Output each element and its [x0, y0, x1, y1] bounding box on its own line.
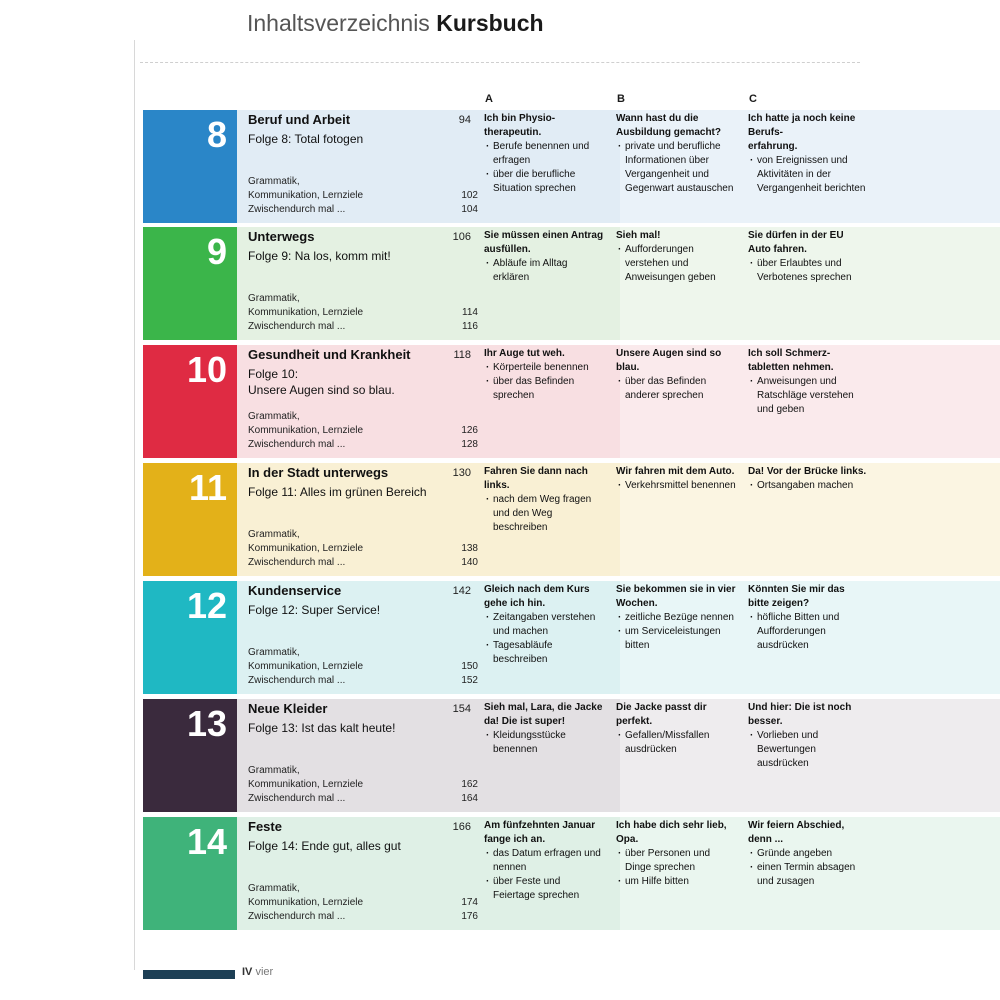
lesson-b-goal: · zeitliche Bezüge nennen [616, 611, 736, 625]
lesson-a-goals [484, 140, 604, 196]
lesson-c-goal: · einen Termin absagen und zusagen [748, 861, 868, 889]
lesson-a-cell [484, 229, 604, 285]
lesson-a-heading: Am fünfzehnten Januar fange ich an. [484, 820, 596, 845]
lesson-c-heading: Da! Vor der Brücke links. [748, 466, 867, 477]
footer-bar [143, 970, 235, 979]
lesson-c-cell [748, 465, 868, 493]
meta-row-kommunikation [248, 660, 478, 674]
lesson-c-goals [748, 257, 868, 285]
lesson-c-cell [748, 701, 868, 771]
header-divider [140, 62, 860, 63]
lesson-page-number: 142 [452, 585, 471, 597]
lesson-a-goal: · Zeitangaben verstehen und machen [484, 611, 604, 639]
meta-row-zwischendurch [248, 438, 478, 452]
lesson-a-goals [484, 847, 604, 903]
lesson-a-goal: · über das Befinden sprechen [484, 375, 604, 403]
lesson-title: Feste [248, 819, 282, 834]
lesson-c-cell [748, 112, 868, 196]
meta-row-grammatik [248, 175, 478, 189]
lesson-b-goals [616, 729, 736, 757]
lesson-c-goals [748, 375, 868, 417]
chapter-meta [248, 175, 478, 217]
meta-row-grammatik [248, 882, 478, 896]
chapter-number: 9 [206, 231, 227, 272]
chapter-number: 13 [186, 703, 227, 744]
column-c-background [880, 699, 1000, 812]
lesson-a-goal: · über Feste und Feiertage sprechen [484, 875, 604, 903]
lesson-page-number: 166 [452, 821, 471, 833]
lesson-b-cell [616, 583, 736, 653]
lesson-b-cell [616, 112, 736, 196]
lesson-a-goal: · über die berufliche Situation sprechen [484, 168, 604, 196]
chapter-12[interactable] [143, 581, 860, 694]
kommunikation-label: Kommunikation, Lernziele [248, 543, 364, 554]
lesson-c-heading: Sie dürfen in der EU Auto fahren. [748, 230, 844, 255]
zwischendurch-label: Zwischendurch mal ... [248, 439, 346, 450]
chapter-number: 10 [186, 349, 227, 390]
kommunikation-page: 162 [461, 779, 478, 790]
kommunikation-page: 150 [461, 661, 478, 672]
chapter-number-box [143, 110, 237, 223]
chapter-number-box [143, 227, 237, 340]
zwischendurch-label: Zwischendurch mal ... [248, 321, 346, 332]
kommunikation-page: 126 [461, 425, 478, 436]
lesson-c-goals [748, 611, 868, 653]
zwischendurch-label: Zwischendurch mal ... [248, 204, 346, 215]
lesson-b-goal: · über Personen und Dinge sprechen [616, 847, 736, 875]
lesson-a-goals [484, 611, 604, 667]
column-c-background [880, 345, 1000, 458]
column-c-background [880, 227, 1000, 340]
kommunikation-page: 102 [461, 190, 478, 201]
zwischendurch-page: 140 [461, 557, 478, 568]
lesson-c-goals [748, 154, 868, 196]
lesson-b-cell [616, 701, 736, 757]
chapter-number: 14 [186, 821, 227, 862]
zwischendurch-label: Zwischendurch mal ... [248, 911, 346, 922]
chapter-number-box [143, 699, 237, 812]
lesson-b-goal: · Verkehrsmittel benennen [616, 479, 736, 493]
lesson-b-goal: · über das Befinden anderer sprechen [616, 375, 736, 403]
zwischendurch-label: Zwischendurch mal ... [248, 675, 346, 686]
lesson-a-goal: · Tagesabläufe beschreiben [484, 639, 604, 667]
lesson-b-goal: · Aufforderungen verstehen und Anweisungen geben [616, 243, 736, 285]
meta-row-kommunikation [248, 189, 478, 203]
chapter-number-box [143, 463, 237, 576]
lesson-a-heading: Sie müssen einen Antrag ausfüllen. [484, 230, 604, 255]
lesson-c-goal: · Vorlieben und Bewertungen ausdrücken [748, 729, 868, 771]
meta-row-grammatik [248, 764, 478, 778]
meta-row-grammatik [248, 410, 478, 424]
lesson-a-goals [484, 257, 604, 285]
meta-row-zwischendurch [248, 674, 478, 688]
folge-title: Folge 10: Unsere Augen sind so blau. [248, 367, 395, 397]
page-number [242, 966, 273, 978]
lesson-a-heading: Ich bin Physio- therapeutin. [484, 113, 556, 138]
lesson-b-goals [616, 375, 736, 403]
column-c-background [880, 110, 1000, 223]
kommunikation-label: Kommunikation, Lernziele [248, 897, 364, 908]
lesson-b-heading: Unsere Augen sind so blau. [616, 348, 722, 373]
zwischendurch-label: Zwischendurch mal ... [248, 557, 346, 568]
lesson-a-heading: Fahren Sie dann nach links. [484, 466, 588, 491]
lesson-a-goal: · Berufe benennen und erfragen [484, 140, 604, 168]
lesson-b-cell [616, 465, 736, 493]
lesson-a-goals [484, 493, 604, 535]
meta-row-zwischendurch [248, 203, 478, 217]
chapter-meta [248, 292, 478, 334]
lesson-title: Beruf und Arbeit [248, 112, 351, 127]
zwischendurch-page: 128 [461, 439, 478, 450]
column-c-background [880, 463, 1000, 576]
lesson-c-cell [748, 819, 868, 889]
chapter-number: 8 [206, 114, 227, 155]
lesson-a-cell [484, 347, 604, 403]
chapter-number: 12 [186, 585, 227, 626]
lesson-title: Kundenservice [248, 583, 342, 598]
meta-row-zwischendurch [248, 556, 478, 570]
lesson-a-goal: · Abläufe im Alltag erklären [484, 257, 604, 285]
page-title [247, 10, 544, 37]
zwischendurch-page: 176 [461, 911, 478, 922]
column-c-background [880, 581, 1000, 694]
lesson-b-heading: Sieh mal! [616, 230, 661, 241]
lesson-a-goals [484, 729, 604, 757]
column-c-background [880, 817, 1000, 930]
meta-row-kommunikation [248, 424, 478, 438]
lesson-a-goal: · Kleidungsstücke benennen [484, 729, 604, 757]
folge-title: Folge 11: Alles im grünen Bereich [248, 485, 427, 499]
lesson-a-cell [484, 819, 604, 903]
kommunikation-label: Kommunikation, Lernziele [248, 661, 364, 672]
chapter-meta [248, 882, 478, 924]
kommunikation-label: Kommunikation, Lernziele [248, 190, 364, 201]
lesson-page-number: 154 [452, 703, 471, 715]
lesson-b-heading: Ich habe dich sehr lieb, Opa. [616, 820, 727, 845]
chapter-number-box [143, 345, 237, 458]
chapter-meta [248, 528, 478, 570]
grammatik-label: Grammatik, [248, 529, 300, 540]
grammatik-label: Grammatik, [248, 647, 300, 658]
lesson-page-number: 118 [453, 349, 471, 361]
meta-row-kommunikation [248, 778, 478, 792]
lesson-a-cell [484, 112, 604, 196]
lesson-b-goal: · um Serviceleistungen bitten [616, 625, 736, 653]
lesson-title: Unterwegs [248, 229, 315, 244]
chapter-number-box [143, 581, 237, 694]
lesson-c-goal: · Anweisungen und Ratschläge verstehen und geben [748, 375, 868, 417]
chapter-number: 11 [188, 467, 227, 508]
page-margin-line [134, 40, 135, 970]
lesson-b-heading: Wann hast du die Ausbildung gemacht? [616, 113, 721, 138]
folge-title: Folge 14: Ende gut, alles gut [248, 839, 401, 853]
lesson-a-goal: · das Datum erfragen und nennen [484, 847, 604, 875]
chapter-meta [248, 646, 478, 688]
kommunikation-page: 114 [462, 307, 478, 318]
lesson-title: Gesundheit und Krankheit [248, 347, 411, 362]
chapter-11[interactable] [143, 463, 867, 576]
lesson-c-cell [748, 229, 868, 285]
lesson-c-heading: Und hier: Die ist noch besser. [748, 702, 852, 727]
lesson-c-goals [748, 479, 868, 493]
lesson-b-goals [616, 140, 736, 196]
lesson-b-cell [616, 229, 736, 285]
chapter-meta [248, 410, 478, 452]
lesson-c-goals [748, 729, 868, 771]
lesson-b-heading: Sie bekommen sie in vier Wochen. [616, 584, 736, 609]
lesson-a-cell [484, 583, 604, 667]
lesson-b-heading: Die Jacke passt dir perfekt. [616, 702, 707, 727]
meta-row-grammatik [248, 292, 478, 306]
kommunikation-label: Kommunikation, Lernziele [248, 425, 364, 436]
lesson-c-goal: · Ortsangaben machen [748, 479, 868, 493]
grammatik-label: Grammatik, [248, 883, 300, 894]
title-bold: Kursbuch [436, 10, 544, 36]
page-number-word: vier [255, 966, 274, 978]
lesson-a-cell [484, 701, 604, 757]
lesson-c-goals [748, 847, 868, 889]
chapter-14[interactable] [143, 817, 860, 930]
lesson-a-goal: · nach dem Weg fragen und den Weg beschreiben [484, 493, 604, 535]
chapter-number-box [143, 817, 237, 930]
lesson-a-heading: Sieh mal, Lara, die Jacke da! Die ist super! [484, 702, 603, 727]
zwischendurch-page: 152 [461, 675, 478, 686]
lesson-page-number: 106 [452, 231, 471, 243]
lesson-c-heading: Könnten Sie mir das bitte zeigen? [748, 584, 845, 609]
lesson-b-goals [616, 847, 736, 889]
lesson-a-goals [484, 361, 604, 403]
lesson-b-goals [616, 479, 736, 493]
meta-row-zwischendurch [248, 792, 478, 806]
lesson-b-goal: · Gefallen/Missfallen ausdrücken [616, 729, 736, 757]
lesson-b-goals [616, 611, 736, 653]
kommunikation-page: 138 [461, 543, 478, 554]
chapter-9[interactable] [143, 227, 860, 340]
lesson-a-heading: Ihr Auge tut weh. [484, 348, 565, 359]
chapter-13[interactable] [143, 699, 860, 812]
meta-row-kommunikation [248, 542, 478, 556]
grammatik-label: Grammatik, [248, 765, 300, 776]
zwischendurch-label: Zwischendurch mal ... [248, 793, 346, 804]
lesson-title: In der Stadt unterwegs [248, 465, 389, 480]
meta-row-grammatik [248, 528, 478, 542]
folge-title: Folge 12: Super Service! [248, 603, 381, 617]
lesson-a-heading: Gleich nach dem Kurs gehe ich hin. [484, 584, 590, 609]
lesson-b-cell [616, 819, 736, 889]
lesson-c-goal: · über Erlaubtes und Verbotenes sprechen [748, 257, 868, 285]
title-light: Inhaltsverzeichnis [247, 10, 430, 36]
column-header-b: B [617, 93, 625, 105]
lesson-c-cell [748, 583, 868, 653]
lesson-c-goal: · höfliche Bitten und Aufforderungen ausdrücken [748, 611, 868, 653]
grammatik-label: Grammatik, [248, 411, 300, 422]
lesson-c-heading: Ich soll Schmerz- tabletten nehmen. [748, 348, 834, 373]
zwischendurch-page: 104 [461, 204, 478, 215]
lesson-c-goal: · von Ereignissen und Aktivitäten in der Vergangenheit berichten [748, 154, 868, 196]
grammatik-label: Grammatik, [248, 293, 300, 304]
lesson-c-cell [748, 347, 868, 417]
meta-row-zwischendurch [248, 320, 478, 334]
lesson-b-goals [616, 243, 736, 285]
chapter-10[interactable] [143, 345, 860, 458]
lesson-c-heading: Wir feiern Abschied, denn ... [748, 820, 845, 845]
lesson-page-number: 130 [452, 467, 471, 479]
lesson-b-goal: · um Hilfe bitten [616, 875, 736, 889]
lesson-b-heading: Wir fahren mit dem Auto. [616, 466, 735, 477]
page-number-roman: IV [242, 966, 253, 978]
lesson-title: Neue Kleider [248, 701, 328, 716]
grammatik-label: Grammatik, [248, 176, 300, 187]
lesson-c-goal: · Gründe angeben [748, 847, 868, 861]
chapter-meta [248, 764, 478, 806]
lesson-a-cell [484, 465, 604, 535]
lesson-c-heading: Ich hatte ja noch keine Berufs- erfahrung. [748, 113, 856, 152]
zwischendurch-page: 164 [461, 793, 478, 804]
lesson-page-number: 94 [458, 114, 471, 126]
column-header-a: A [485, 93, 493, 105]
kommunikation-label: Kommunikation, Lernziele [248, 307, 364, 318]
meta-row-kommunikation [248, 896, 478, 910]
column-header-c: C [749, 93, 757, 105]
lesson-b-goal: · private und berufliche Informationen über Vergangenheit und Gegenwart austauschen [616, 140, 736, 196]
lesson-a-goal: · Körperteile benennen [484, 361, 604, 375]
meta-row-zwischendurch [248, 910, 478, 924]
meta-row-kommunikation [248, 306, 478, 320]
kommunikation-label: Kommunikation, Lernziele [248, 779, 364, 790]
zwischendurch-page: 116 [462, 321, 478, 332]
folge-title: Folge 13: Ist das kalt heute! [248, 721, 396, 735]
kommunikation-page: 174 [461, 897, 478, 908]
folge-title: Folge 8: Total fotogen [248, 132, 364, 146]
chapter-8[interactable] [143, 110, 866, 223]
lesson-b-cell [616, 347, 736, 403]
folge-title: Folge 9: Na los, komm mit! [248, 249, 391, 263]
meta-row-grammatik [248, 646, 478, 660]
